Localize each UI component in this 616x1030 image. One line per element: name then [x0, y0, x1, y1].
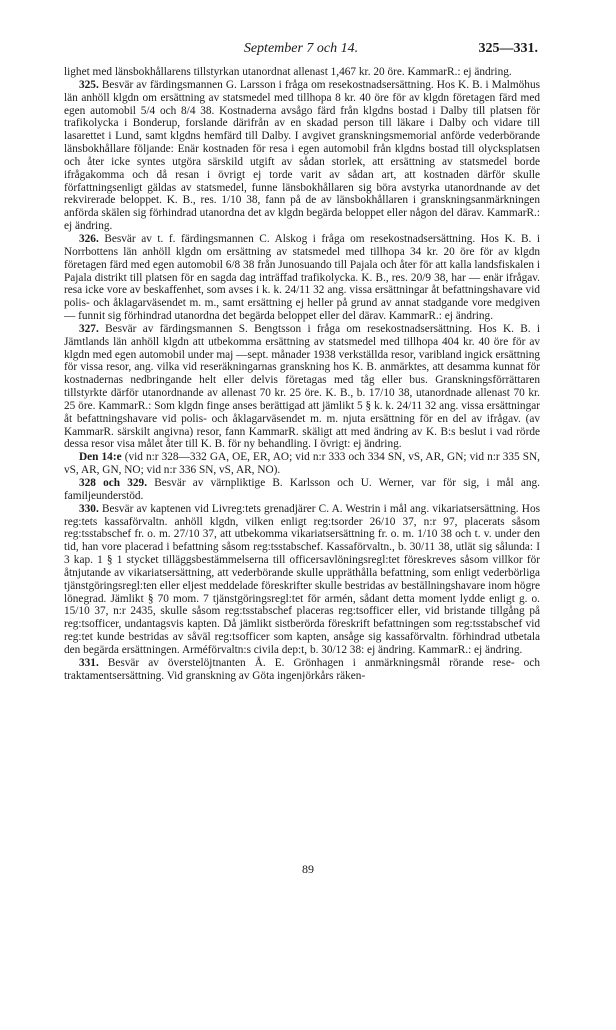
- paragraph: lighet med länsbokhållarens tillstyrkan utanordnat allenast 1,467 kr. 20 öre. KammarR.: ej ändring.: [64, 66, 512, 78]
- case-number: 330.: [79, 502, 99, 515]
- paragraph-case-330: 330. Besvär av kaptenen vid Livreg:tets grenadjärer C. A. Westrin i mål ang. vikariatsersättning. Hos reg:tets kassaförvaltn. anhöll klgdn, vilken enligt reg:tsorder 26/10 37, n:r 97, placerats såsom reg:tsstabschef fr. o. m. 27/10 37, att utbekomma vikariatsersättning fr. o. m. 1/10 38 och t. v. under den tid, han vore placerad i befattning såsom reg:tsstabschef. Kassaförvaltn., b. 30/11 38, utlät sig sålunda: I 3 kap. 1 § 1 stycket tilläggsbestämmelserna till officersavlöningsregl:tet föreskreves såsom villkor för åtnjutande av vikariatsersättning, att vederbörande skulle uppräthålla befattning, som enligt vederbörliga tjänstgöringsregl:ten eller eljest meddelade föreskrifter skulle bestridas av beställningshavare inom högre lönegrad. Jämlikt § 70 mom. 7 tjänstgöringsregl:tet för armén, sådant detta moment lydde enligt g. o. 15/10 37, n:r 2435, skulle såsom reg:tsstabschef placeras reg:tsofficer eller, vid bristande tillgång på reg:tsofficer, undantagsvis kapten. Då jämlikt sistberörda föreskrift befattningen som reg:tsstabschef vid reg:tet kunde bestridas av såväl reg:tsofficer som kapten, ansåge sig kassaförvaltn. förhindrad utbetala den begärda ersättningen. Arméförvaltn:s civila dep:t, b. 30/12 38: ej ändring. KammarR.: ej ändring.: [64, 502, 540, 656]
- paragraph-case-331: 331. Besvär av överstelöjtnanten Å. E. Grönhagen i anmärkningsmål rörande rese- och traktamentsersättning. Vid granskning av Göta ingenjörkårs räken-: [64, 656, 540, 682]
- header-title: September 7 och 14.: [243, 41, 359, 56]
- paragraph-case-325: 325. Besvär av färdingsmannen G. Larsson i fråga om resekostnadsersättning. Hos K. B. i Malmöhus län anhöll klgdn om ersättning av statsmedel med tillhopa 8 kr. 40 öre för av klgdn företagen färd med egen automobil 5/4 och 8/4 38. Kostnaderna avsågo färd från klgdns bostad i Dalby till platsen för trafikolycka i Bonderup, forslande därifrån av en skadad person till läkare i Dalby och vidare till lasarettet i Lund, samt klgdns hemfärd till Dalby. I avgivet granskningsmemorial anförde vederbörande länsbokhållare följande: Enär kostnaden för resa i egen automobil från klgdns bostad till olycksplatsen och åter icke syntes utgöra särskild utgift av sådan storlek, att ersättning av statsmedel borde ifrågakomma och då resan i övrigt ej torde varit av sådan art, att kostnaden därför skulle författningsenligt gäldas av statsmedel, funne länsbokhållaren sig böra avstyrka utanordnande av det rekvirerade beloppet. K. B., res. 1/10 38, fann på de av länsbokhållaren i granskningsanmärkningen anförda skälen sig förhindrad utanordna det av klgdn begärda beloppet eller någon del därav. KammarR.: ej ändring.: [64, 78, 541, 233]
- case-number: 328 och 329.: [79, 477, 148, 489]
- case-number: 325.: [79, 78, 99, 91]
- paragraph-case-326: 326. Besvär av t. f. färdingsmannen C. Alskog i fråga om resekostnadsersättning. Hos K. B. i Norrbottens län anhöll klgdn om ersättning av statsmedel med tillhopa 34 kr. 20 öre för av klgdn företagen färd med egen automobil 6/8 38 från Junosuando till Pajala och åter för att kalla landsfiskalen i Pajala distrikt till platsen för en sagda dag inträffad trafikolycka. K. B., res. 20/9 38, har — enär ifrågav. resa icke vore av beskaffenhet, som avses i k. k. 24/11 32 ang. vissa ersättningar åt befattningshavare vid polis- och åklagarväsendet m. m., samt ersättning ej heller på grund av annat stadgande vore medgiven — funnit sig förhindrad utanordna det begärda beloppet eller del därav. KammarR.: ej ändring.: [64, 232, 540, 323]
- case-number: 331.: [79, 656, 99, 669]
- paragraph-date-heading: Den 14:e (vid n:r 328—332 GA, OE, ER, AO; vid n:r 333 och 334 SN, vS, AR, GN; vid n:r 335 SN, vS, AR, GN, NO; vid n:r 336 SN, vS, AR, NO).: [64, 451, 540, 477]
- header-case-range: 325—331.: [478, 41, 538, 56]
- running-header: [64, 41, 538, 59]
- date-heading: Den 14:e: [79, 451, 122, 464]
- paragraph-case-327: 327. Besvär av färdingsmannen S. Bengtsson i fråga om resekostnadsersättning. Hos K. B. i Jämtlands län anhöll klgdn att utbekomma ersättning av statsmedel med tillhopa 404 kr. 40 öre för av klgdn med egen automobil under maj —sept. månader 1938 verkställda resor, varibland ingick ersättning för vissa resor, ang. vilka vid reseräkningarnas granskning hos K. B. anmärktes, att desamma kunnat för kostnadernas nedbringande helt eller delvis företagas med tåg eller bus. Granskningsförrättaren tillstyrkte därför utanordnande av allenast 70 kr. 25 öre. K. B., b. 17/10 38, utanordnade allenast 70 kr. 25 öre. KammarR.: Som klgdn finge anses berättigad att jämlikt 5 § k. k. 24/11 32 ang. vissa ersättningar åt befattningshavare vid polis- och åklagarväsendet m. m. njuta ersättning för en del av ifrågav. (av KammarR. särskilt angivna) resor, fann KammarR. skäligt att med ändring av K. B:s beslut i vad rörde dessa resor visa målet åter till K. B. för ny behandling. I övrigt: ej ändring.: [64, 322, 540, 451]
- page-number: 89: [302, 862, 314, 876]
- case-number: 326.: [79, 232, 99, 245]
- case-number: 327.: [79, 322, 99, 335]
- paragraph-case-328-329: 328 och 329. Besvär av värnpliktige B. Karlsson och U. Werner, var för sig, i mål ang. familjeunderstöd.: [64, 477, 540, 502]
- body-text: [64, 66, 540, 683]
